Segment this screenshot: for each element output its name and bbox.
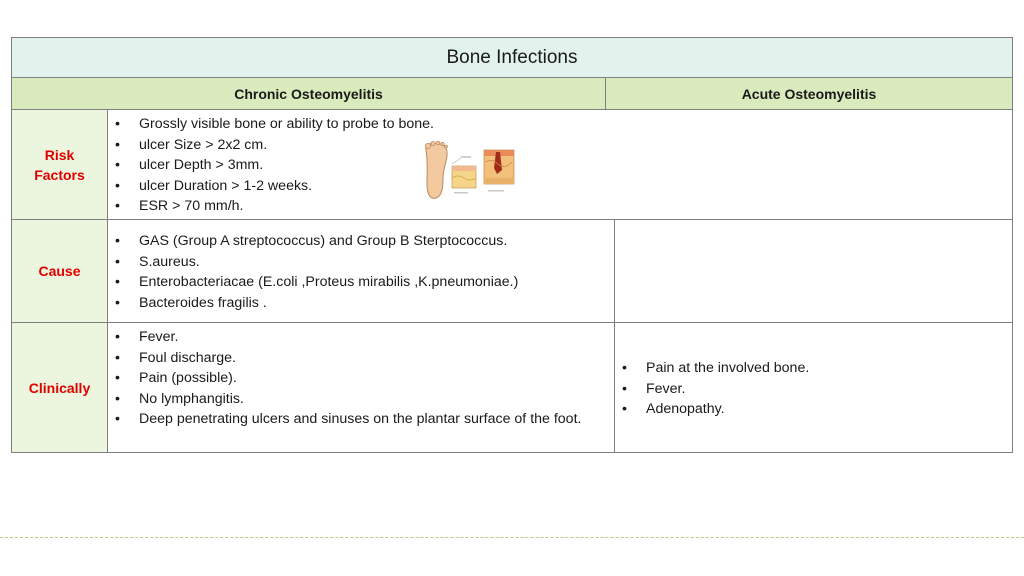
header-chronic-osteomyelitis: Chronic Osteomyelitis	[11, 77, 606, 110]
row-label-cause: Cause	[11, 219, 108, 323]
list-item: • Bacteroides fragilis .	[108, 293, 518, 314]
list-item: • Pain (possible).	[108, 368, 608, 389]
list-item: • ulcer Duration > 1-2 weeks.	[108, 176, 434, 197]
list-item: • No lymphangitis.	[108, 389, 608, 410]
clinically-acute-cell	[614, 322, 1013, 453]
risk-factors-list	[108, 114, 434, 217]
list-item: • Foul discharge.	[108, 348, 608, 369]
list-item: • Fever.	[615, 379, 809, 400]
cause-list	[108, 231, 518, 313]
risk-label-line1: Risk	[44, 146, 75, 163]
footer-divider	[0, 537, 1024, 538]
list-item: • ulcer Size > 2x2 cm.	[108, 135, 434, 156]
row-label-clinically: Clinically	[11, 322, 108, 453]
clinically-chronic-cell	[107, 322, 615, 453]
diabetic-foot-illustration	[418, 140, 528, 202]
list-item: • Enterobacteriacae (E.coli ,Proteus mirabilis ,K.pneumoniae.)	[108, 272, 518, 293]
header-acute-osteomyelitis: Acute Osteomyelitis	[605, 77, 1013, 110]
list-item: • Fever.	[108, 327, 608, 348]
cause-acute-cell	[614, 219, 1013, 323]
row-label-risk-factors	[11, 109, 108, 220]
clinically-chronic-list	[108, 327, 608, 430]
risk-label-line2: Factors	[34, 166, 85, 183]
clinically-acute-list	[615, 358, 809, 420]
risk-factors-cell	[107, 109, 1013, 220]
list-item: • Grossly visible bone or ability to probe to bone.	[108, 114, 434, 135]
table-title: Bone Infections	[11, 37, 1013, 78]
cause-chronic-cell	[107, 219, 615, 323]
list-item: • ulcer Depth > 3mm.	[108, 155, 434, 176]
list-item: • S.aureus.	[108, 252, 518, 273]
list-item: • Adenopathy.	[615, 399, 809, 420]
list-item: • GAS (Group A streptococcus) and Group B Sterptococcus.	[108, 231, 518, 252]
list-item: • ESR > 70 mm/h.	[108, 196, 434, 217]
list-item: • Pain at the involved bone.	[615, 358, 809, 379]
list-item: • Deep penetrating ulcers and sinuses on the plantar surface of the foot.	[108, 409, 608, 430]
